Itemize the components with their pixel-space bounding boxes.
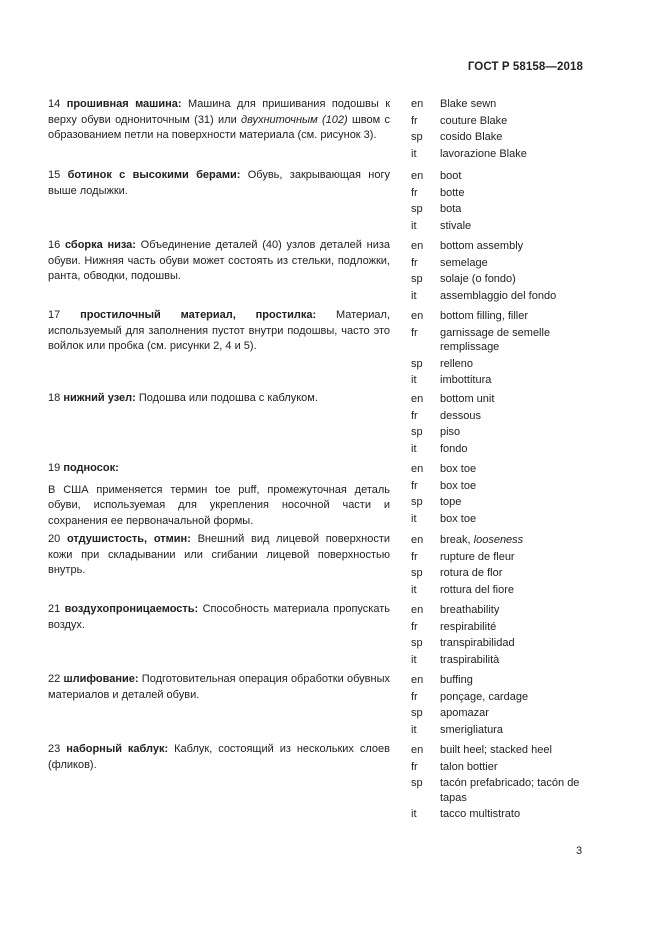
equivalent-term <box>440 424 460 441</box>
page-number: 3 <box>576 845 583 857</box>
language-code: it <box>411 289 417 302</box>
equivalent-text: stivale <box>440 219 472 232</box>
equivalent-text: tacón prefabricado; tacón de tapas <box>440 777 580 804</box>
equivalent-text: bota <box>440 203 462 215</box>
language-equivalents <box>411 672 611 738</box>
equivalent-term <box>440 218 471 235</box>
equivalent-fr <box>411 408 611 425</box>
language-code: fr <box>411 186 418 199</box>
language-code: sp <box>411 426 423 438</box>
term-entry-22 <box>48 672 390 703</box>
equivalent-text: smerigliatura <box>440 723 503 736</box>
definition-text: Подошва или подошва с каблуком. <box>138 392 318 404</box>
definition-text: Машина для пришивания подошвы к верху обуви однониточным (31) или <box>48 98 391 126</box>
equivalent-it <box>411 441 611 458</box>
equivalent-it <box>411 218 611 235</box>
equivalent-term <box>440 185 464 202</box>
equivalent-term <box>440 113 507 130</box>
language-code: it <box>411 442 417 455</box>
equivalent-text: botte <box>440 186 465 199</box>
term-name: подносок: <box>63 462 119 474</box>
equivalent-text: dessous <box>440 409 481 422</box>
term-definition <box>48 602 390 633</box>
equivalent-en <box>411 742 611 759</box>
term-definition <box>48 483 390 530</box>
language-equivalents <box>411 238 611 304</box>
language-code: fr <box>411 326 418 339</box>
equivalent-text: garnissage de semelle remplissage <box>440 326 551 353</box>
equivalent-fr <box>411 689 611 706</box>
equivalent-term <box>440 408 481 425</box>
term-entry-19 <box>48 461 390 529</box>
equivalent-en <box>411 461 611 478</box>
language-code: it <box>411 219 417 232</box>
equivalent-text: talon bottier <box>440 760 498 773</box>
language-code: it <box>411 512 417 525</box>
equivalent-term <box>440 288 556 305</box>
equivalent-en <box>411 168 611 185</box>
language-code: en <box>411 170 424 182</box>
equivalent-text: built heel; stacked heel <box>440 744 552 756</box>
equivalent-text: box toe <box>440 512 477 525</box>
equivalent-text: solaje (o fondo) <box>440 273 516 285</box>
equivalent-text: breathability <box>440 604 500 616</box>
term-number: 23 <box>48 743 61 755</box>
equivalent-en <box>411 602 611 619</box>
equivalent-sp <box>411 129 611 146</box>
definition-text: Подготовительная операция обработки обувных материалов и деталей обуви. <box>48 673 391 701</box>
equivalent-term <box>440 271 516 288</box>
language-equivalents <box>411 96 611 162</box>
definition-text: Внешний вид лицевой поверхности кожи при складывании или сгибании лицевой поверхностью внутрь. <box>48 533 390 576</box>
equivalent-text: cosido Blake <box>440 131 503 143</box>
equivalent-text: assemblaggio del fondo <box>440 289 557 302</box>
equivalent-it <box>411 806 611 823</box>
term-entry-23 <box>48 742 390 773</box>
language-code: sp <box>411 203 423 215</box>
equivalent-it <box>411 288 611 305</box>
term-entry-21 <box>48 602 390 633</box>
equivalent-it <box>411 722 611 739</box>
language-code: en <box>411 534 424 546</box>
term-name: ботинок с высокими берами: <box>67 169 241 181</box>
term-number: 21 <box>48 603 61 615</box>
term-number: 15 <box>48 169 61 181</box>
equivalent-sp <box>411 201 611 218</box>
language-code: sp <box>411 567 423 579</box>
equivalent-fr <box>411 549 611 566</box>
equivalent-term <box>440 705 489 722</box>
term-number: 19 <box>48 462 61 474</box>
term-name: простилочный материал, простилка: <box>80 309 317 321</box>
equivalent-term <box>440 742 552 759</box>
equivalent-it <box>411 582 611 599</box>
language-code: it <box>411 653 417 666</box>
equivalent-text: bottom filling, filler <box>440 310 529 322</box>
equivalent-text: rotura de flor <box>440 567 503 579</box>
equivalent-text: rottura del fiore <box>440 583 514 596</box>
language-code: en <box>411 393 424 405</box>
equivalent-en <box>411 96 611 113</box>
equivalent-fr <box>411 619 611 636</box>
equivalent-term <box>440 689 528 706</box>
equivalent-text: transpirabilidad <box>440 637 515 649</box>
language-code: fr <box>411 620 418 633</box>
language-code: it <box>411 808 417 820</box>
equivalent-sp <box>411 705 611 722</box>
language-code: sp <box>411 496 423 508</box>
equivalent-text: bottom unit <box>440 393 495 405</box>
term-number: 18 <box>48 392 61 404</box>
equivalent-term <box>440 168 461 185</box>
equivalent-it <box>411 372 611 389</box>
language-code: sp <box>411 273 423 285</box>
language-equivalents <box>411 742 611 823</box>
language-code: fr <box>411 690 418 703</box>
equivalent-term <box>440 308 528 325</box>
language-code: it <box>411 374 417 386</box>
equivalent-fr <box>411 255 611 272</box>
equivalent-text: box toe <box>440 463 477 475</box>
language-code: sp <box>411 707 423 719</box>
language-code: fr <box>411 760 418 773</box>
language-code: fr <box>411 256 418 269</box>
term-definition <box>48 97 390 144</box>
language-code: fr <box>411 114 418 127</box>
term-entry-15 <box>48 168 390 199</box>
equivalent-text: respirabilité <box>440 620 497 633</box>
equivalent-text: box toe <box>440 479 477 492</box>
term-entry-16 <box>48 238 390 285</box>
term-definition <box>48 461 390 477</box>
equivalent-it <box>411 146 611 163</box>
definition-text: Каблук, состоящий из нескольких слоев (фликов). <box>48 743 390 771</box>
language-code: sp <box>411 357 423 370</box>
language-code: fr <box>411 550 418 563</box>
equivalent-term <box>440 806 520 823</box>
language-code: en <box>411 240 424 252</box>
equivalent-sp <box>411 356 611 373</box>
term-name: сборка низа: <box>64 239 136 251</box>
language-code: sp <box>411 777 423 789</box>
equivalent-term <box>440 635 515 652</box>
equivalent-sp <box>411 424 611 441</box>
equivalent-term <box>440 565 502 582</box>
term-definition <box>48 168 390 199</box>
language-equivalents <box>411 308 611 389</box>
equivalent-term <box>440 582 514 599</box>
term-definition <box>48 742 390 773</box>
language-equivalents <box>411 391 611 457</box>
term-name: наборный каблук: <box>66 743 169 755</box>
equivalent-en <box>411 532 611 549</box>
term-entry-20 <box>48 532 390 579</box>
equivalent-text: imbottitura <box>440 374 492 386</box>
language-code: fr <box>411 479 418 492</box>
equivalent-term <box>440 391 494 408</box>
language-code: fr <box>411 409 418 422</box>
term-name: воздухопроницаемость: <box>64 603 199 615</box>
language-code: en <box>411 310 424 322</box>
term-name: нижний узел: <box>63 392 136 404</box>
language-equivalents <box>411 602 611 668</box>
equivalent-term <box>440 478 476 495</box>
term-name: прошивная машина: <box>66 98 182 110</box>
equivalent-term <box>440 201 461 218</box>
equivalent-sp <box>411 271 611 288</box>
language-equivalents <box>411 461 611 527</box>
equivalent-term <box>440 356 473 373</box>
language-code: sp <box>411 637 423 649</box>
definition-text: Материал, используемый для заполнения пустот внутри подошвы, часто это войлок или пробка (см. рисунки 2, 4 и 5). <box>48 309 391 352</box>
equivalent-text: fondo <box>440 442 468 455</box>
equivalent-en <box>411 391 611 408</box>
equivalent-text: break, <box>440 534 474 546</box>
equivalent-text: piso <box>440 426 461 438</box>
definition-text: Обувь, закрывающая ногу выше лодыжки. <box>48 169 391 197</box>
equivalent-text: semelage <box>440 256 488 269</box>
equivalent-text: tacco multistrato <box>440 808 521 820</box>
italic-text: двухниточным (102) <box>241 113 348 126</box>
equivalent-italic-text: looseness <box>473 534 524 546</box>
equivalent-text: rupture de fleur <box>440 550 515 563</box>
equivalent-sp <box>411 775 611 806</box>
term-number: 22 <box>48 673 61 685</box>
equivalent-term <box>440 326 600 355</box>
term-number: 20 <box>48 533 61 545</box>
equivalent-term <box>440 129 502 146</box>
language-code: en <box>411 604 424 616</box>
equivalent-term <box>440 461 476 478</box>
language-equivalents <box>411 168 611 234</box>
language-code: it <box>411 147 417 160</box>
language-code: it <box>411 583 417 596</box>
equivalent-term <box>440 441 468 458</box>
equivalent-en <box>411 308 611 325</box>
equivalent-term <box>440 511 476 528</box>
term-definition <box>48 672 390 703</box>
definition-text: Объединение деталей (40) узлов деталей низа обуви. Нижняя часть обуви может состоять из стельки, подложки, ранта, обводки, подошвы. <box>48 239 390 282</box>
equivalent-term <box>440 619 496 636</box>
language-code: en <box>411 674 424 686</box>
document-header: ГОСТ Р 58158—2018 <box>467 61 583 73</box>
equivalent-term <box>440 238 523 255</box>
term-definition <box>48 238 390 285</box>
term-definition <box>48 308 390 355</box>
equivalent-term <box>440 776 600 805</box>
equivalent-term <box>440 532 523 549</box>
definition-text: швом с образованием петли на поверхности материала (см. рисунок 3). <box>48 113 390 141</box>
equivalent-text: boot <box>440 170 462 182</box>
language-code: en <box>411 98 424 110</box>
equivalent-fr <box>411 325 611 356</box>
equivalent-text: apomazar <box>440 707 489 719</box>
definition-text: Способность материала пропускать воздух. <box>48 603 391 631</box>
equivalent-term <box>440 372 491 389</box>
equivalent-term <box>440 96 496 113</box>
term-number: 14 <box>48 98 61 110</box>
equivalent-it <box>411 511 611 528</box>
equivalent-text: ponçage, cardage <box>440 690 529 703</box>
term-number: 16 <box>48 239 61 251</box>
equivalent-term <box>440 722 503 739</box>
equivalent-sp <box>411 565 611 582</box>
language-code: sp <box>411 131 423 143</box>
equivalent-term <box>440 146 527 163</box>
equivalent-fr <box>411 478 611 495</box>
definition-text: В США применяется термин toe puff, промежуточная деталь обуви, используемая для укрепления носочной части и сохранения ее первоначальной формы. <box>48 483 390 527</box>
equivalent-text: Blake sewn <box>440 98 497 110</box>
term-entry-18 <box>48 391 390 407</box>
language-code: en <box>411 463 424 475</box>
term-definition <box>48 532 390 579</box>
equivalent-term <box>440 549 515 566</box>
equivalent-fr <box>411 185 611 202</box>
equivalent-text: couture Blake <box>440 114 508 127</box>
equivalent-en <box>411 672 611 689</box>
language-code: it <box>411 723 417 736</box>
term-name: шлифование: <box>63 673 139 685</box>
equivalent-text: buffing <box>440 674 473 686</box>
equivalent-sp <box>411 635 611 652</box>
equivalent-text: tope <box>440 496 462 508</box>
equivalent-text: bottom assembly <box>440 240 524 252</box>
term-number: 17 <box>48 309 61 321</box>
equivalent-sp <box>411 494 611 511</box>
equivalent-term <box>440 672 473 689</box>
equivalent-term <box>440 602 499 619</box>
term-entry-17 <box>48 308 390 355</box>
language-code: en <box>411 744 424 756</box>
equivalent-term <box>440 255 488 272</box>
language-equivalents <box>411 532 611 598</box>
equivalent-text: traspirabilità <box>440 653 500 666</box>
equivalent-en <box>411 238 611 255</box>
term-name: отдушистость, отмин: <box>66 533 191 545</box>
equivalent-term <box>440 494 461 511</box>
term-definition <box>48 391 390 407</box>
equivalent-text: relleno <box>440 357 474 370</box>
equivalent-fr <box>411 759 611 776</box>
term-entry-14 <box>48 97 390 144</box>
equivalent-text: lavorazione Blake <box>440 147 527 160</box>
equivalent-term <box>440 759 497 776</box>
equivalent-it <box>411 652 611 669</box>
equivalent-fr <box>411 113 611 130</box>
equivalent-term <box>440 652 499 669</box>
